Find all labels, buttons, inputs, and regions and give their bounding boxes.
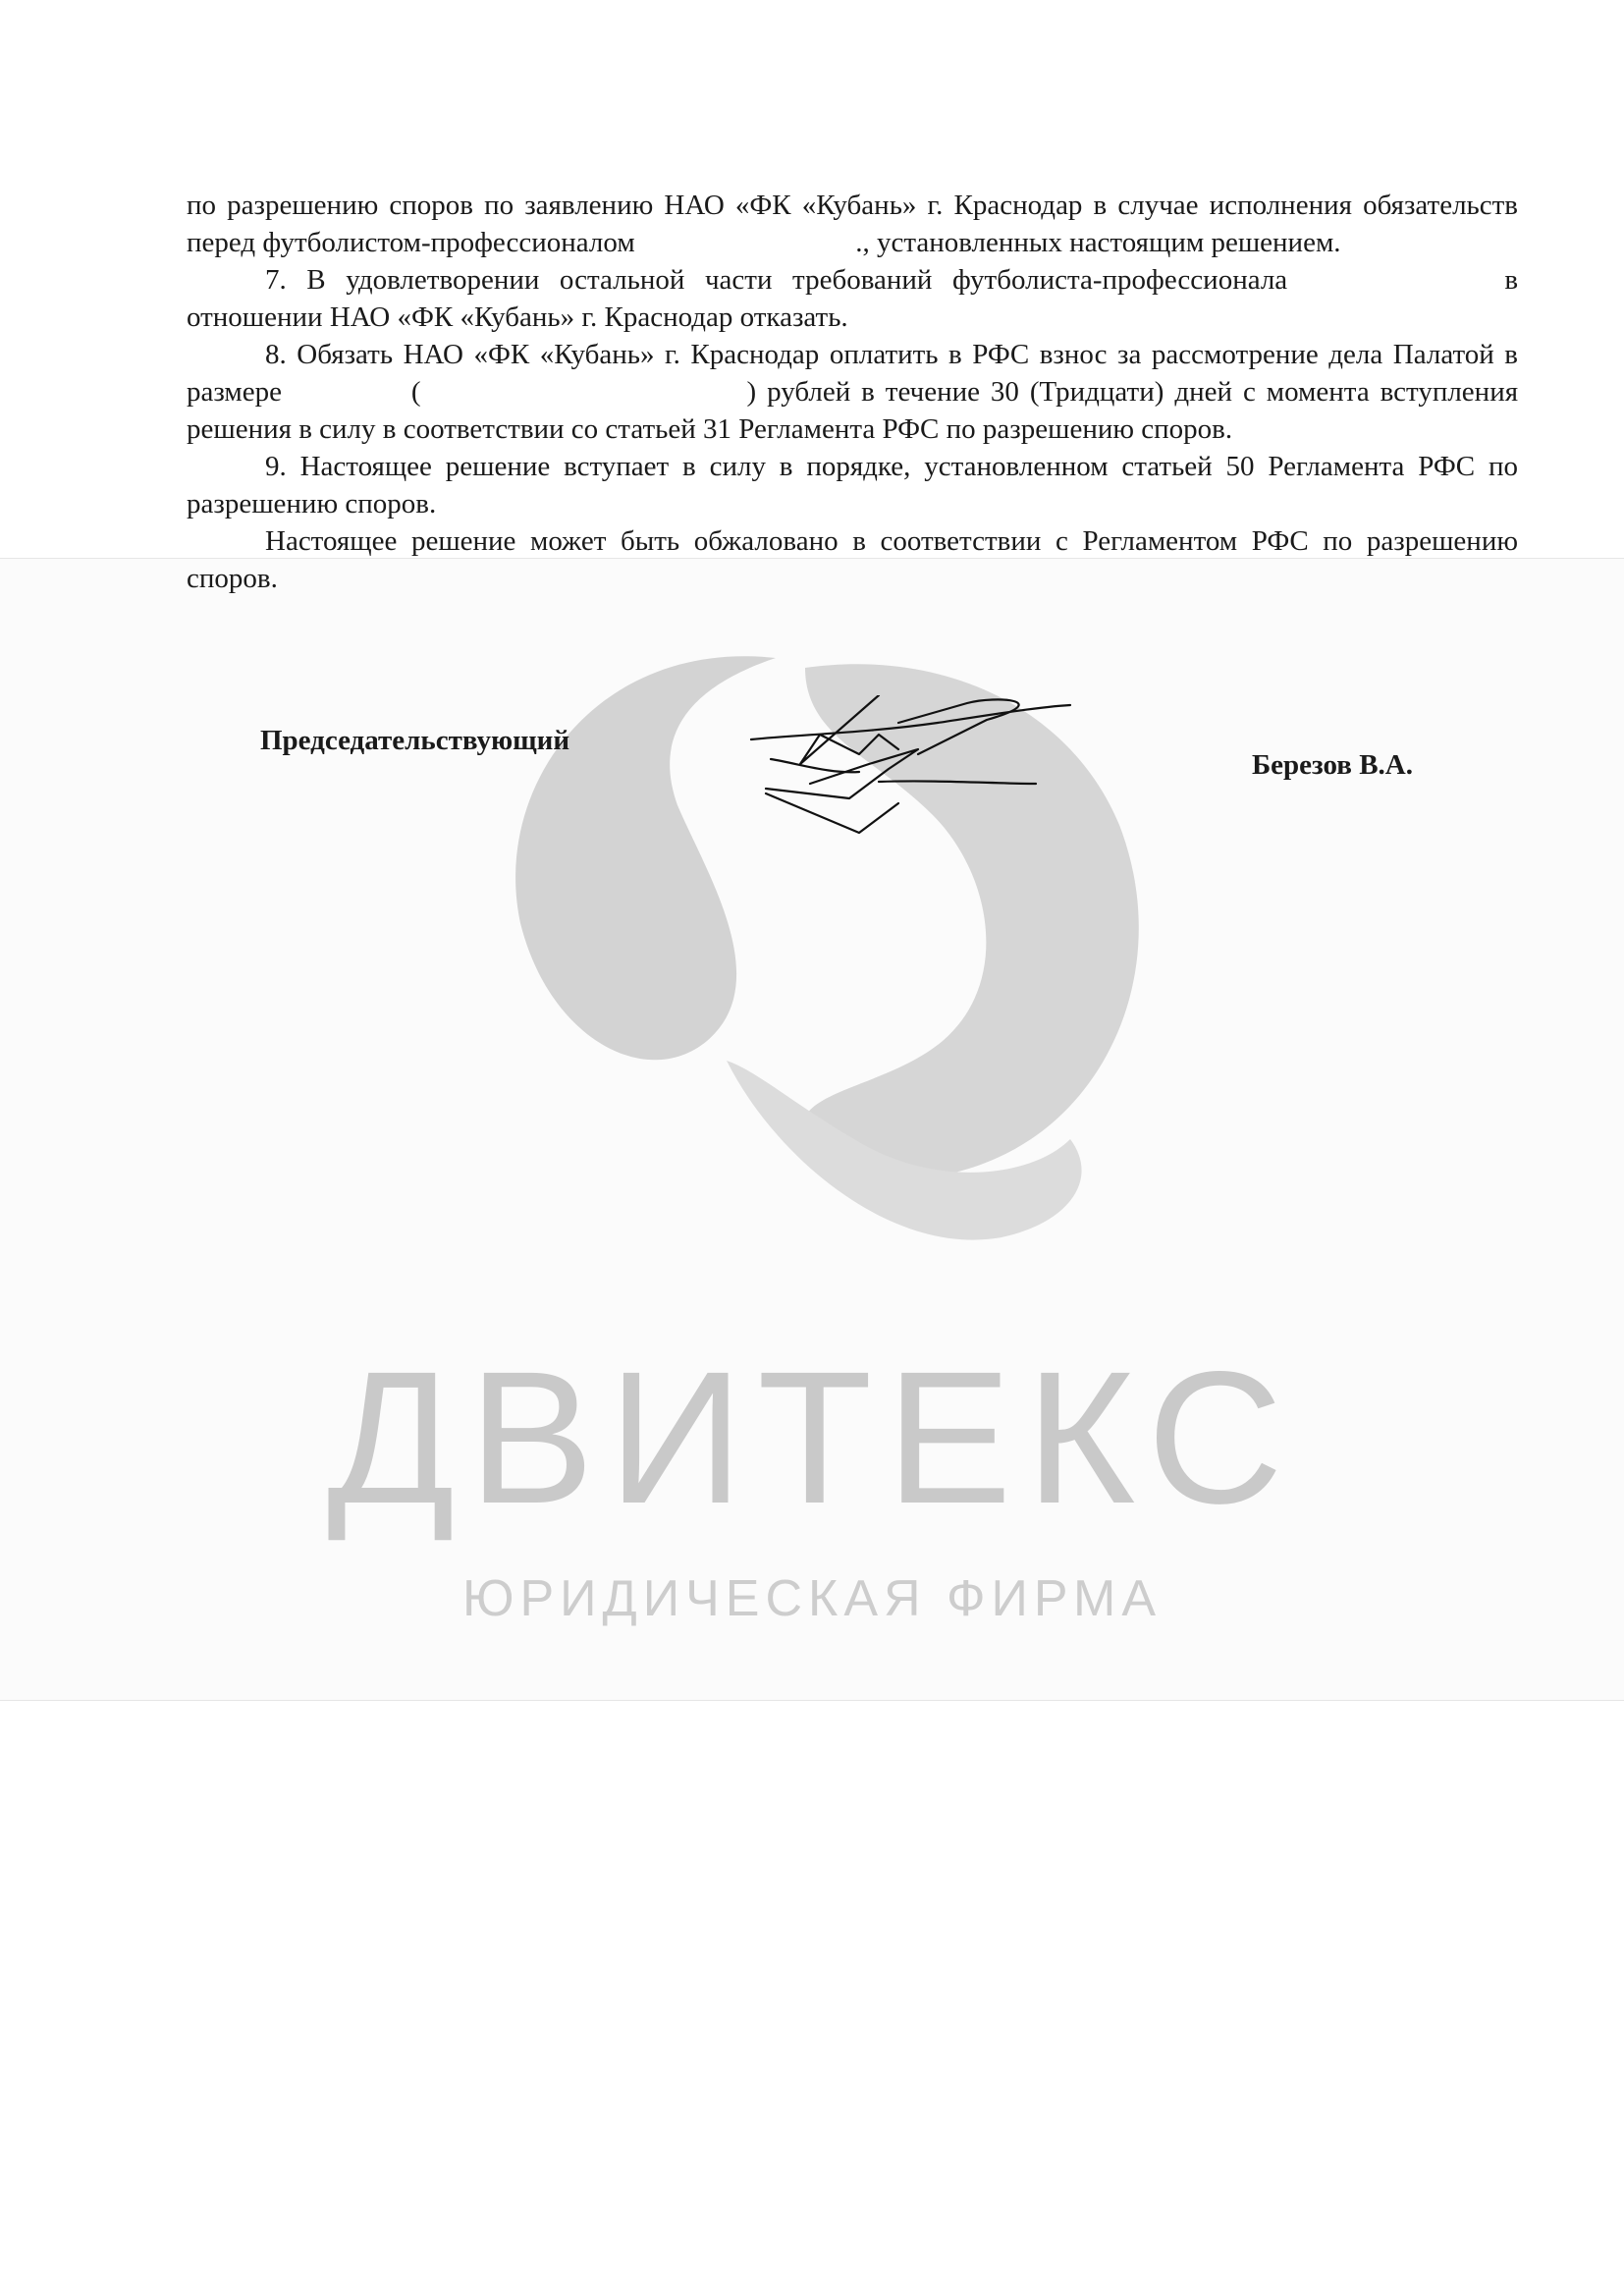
paragraph-6-text-a: по разрешению споров по заявлению НАО «ФК «Кубань» г. Краснодар в случае исполнения обязательств перед футболистом-профессионалом [187, 190, 1518, 258]
watermark-subtitle: ЮРИДИЧЕСКАЯ ФИРМА [461, 1570, 1163, 1627]
paragraph-10: Настоящее решение может быть обжаловано в соответствии с Регламентом РФС по разрешению споров. [187, 525, 1518, 594]
paragraph-7-text-b: в отношении НАО «ФК «Кубань» г. Краснодар отказать. [187, 264, 1519, 333]
paragraph-8 [187, 336, 1518, 448]
paragraph-8-text-a: 8. Обязать НАО «ФК «Кубань» г. Краснодар оплатить в РФС взнос за рассмотрение дела Палатой в размере [187, 339, 1518, 408]
paragraph-6-text-b: ., установленных настоящим решением. [855, 227, 1341, 258]
signature-block [260, 725, 1438, 862]
signatory-title: Председательствующий [260, 725, 570, 756]
paragraph-6-continued [187, 187, 1518, 261]
paragraph-7-text-a: 7. В удовлетворении остальной части требований футболиста-профессионала [265, 264, 1288, 296]
signatory-name: Березов В.А. [1252, 749, 1414, 781]
paragraph-7 [187, 261, 1518, 336]
paragraph-8-text-c: ) рублей в течение 30 (Тридцати) дней с момента вступления решения в силу в соответствии со статьей 31 Регламента РФС по разрешению споров. [187, 376, 1519, 445]
watermark-brand: ДВИТЕКС [327, 1332, 1297, 1543]
document-text [187, 187, 1518, 597]
paragraph-9: 9. Настоящее решение вступает в силу в порядке, установленном статьей 50 Регламента РФС по разрешению споров. [187, 451, 1518, 519]
paragraph-8-text-b: ( [410, 376, 421, 408]
handwritten-signature [741, 695, 1085, 862]
